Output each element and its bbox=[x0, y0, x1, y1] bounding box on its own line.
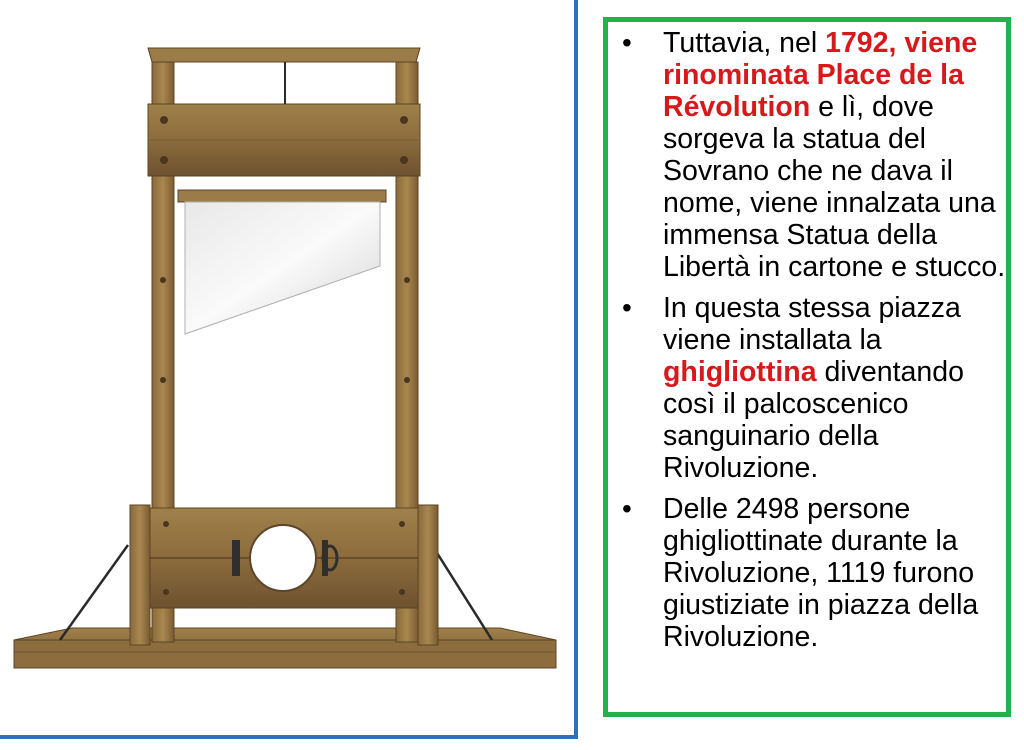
guillotine-base bbox=[14, 628, 556, 668]
guillotine-blade bbox=[178, 190, 386, 334]
bullet-text: diventando così il palcoscenico sanguinario della Rivoluzione. bbox=[663, 356, 964, 484]
bullet-text: In questa stessa piazza viene installata la bbox=[663, 292, 961, 356]
top-beam bbox=[148, 48, 420, 176]
bullet-dot-icon: • bbox=[622, 292, 632, 323]
lunette bbox=[130, 505, 438, 645]
bullet-item bbox=[618, 27, 1008, 283]
bullet-highlight: 1792, viene rinominata Place de la Révolution bbox=[663, 27, 978, 123]
text-panel bbox=[603, 17, 1011, 717]
bullet-text: e lì, dove sorgeva la statua del Sovrano che ne dava il nome, viene innalzata una immensa Statua della Libertà in cartone e stucco. bbox=[663, 91, 1006, 283]
bullet-text: Delle 2498 persone ghigliottinate durante la Rivoluzione, 1119 furono giustiziate in piazza della Rivoluzione. bbox=[663, 493, 979, 653]
bullet-text: Tuttavia, nel bbox=[663, 27, 826, 59]
bullet-highlight: ghigliottina bbox=[663, 356, 817, 388]
bullet-dot-icon: • bbox=[622, 493, 632, 524]
bullet-list bbox=[618, 27, 1008, 662]
bullet-item bbox=[618, 292, 1008, 484]
bullet-dot-icon: • bbox=[622, 27, 632, 58]
bullet-item bbox=[618, 493, 1008, 653]
